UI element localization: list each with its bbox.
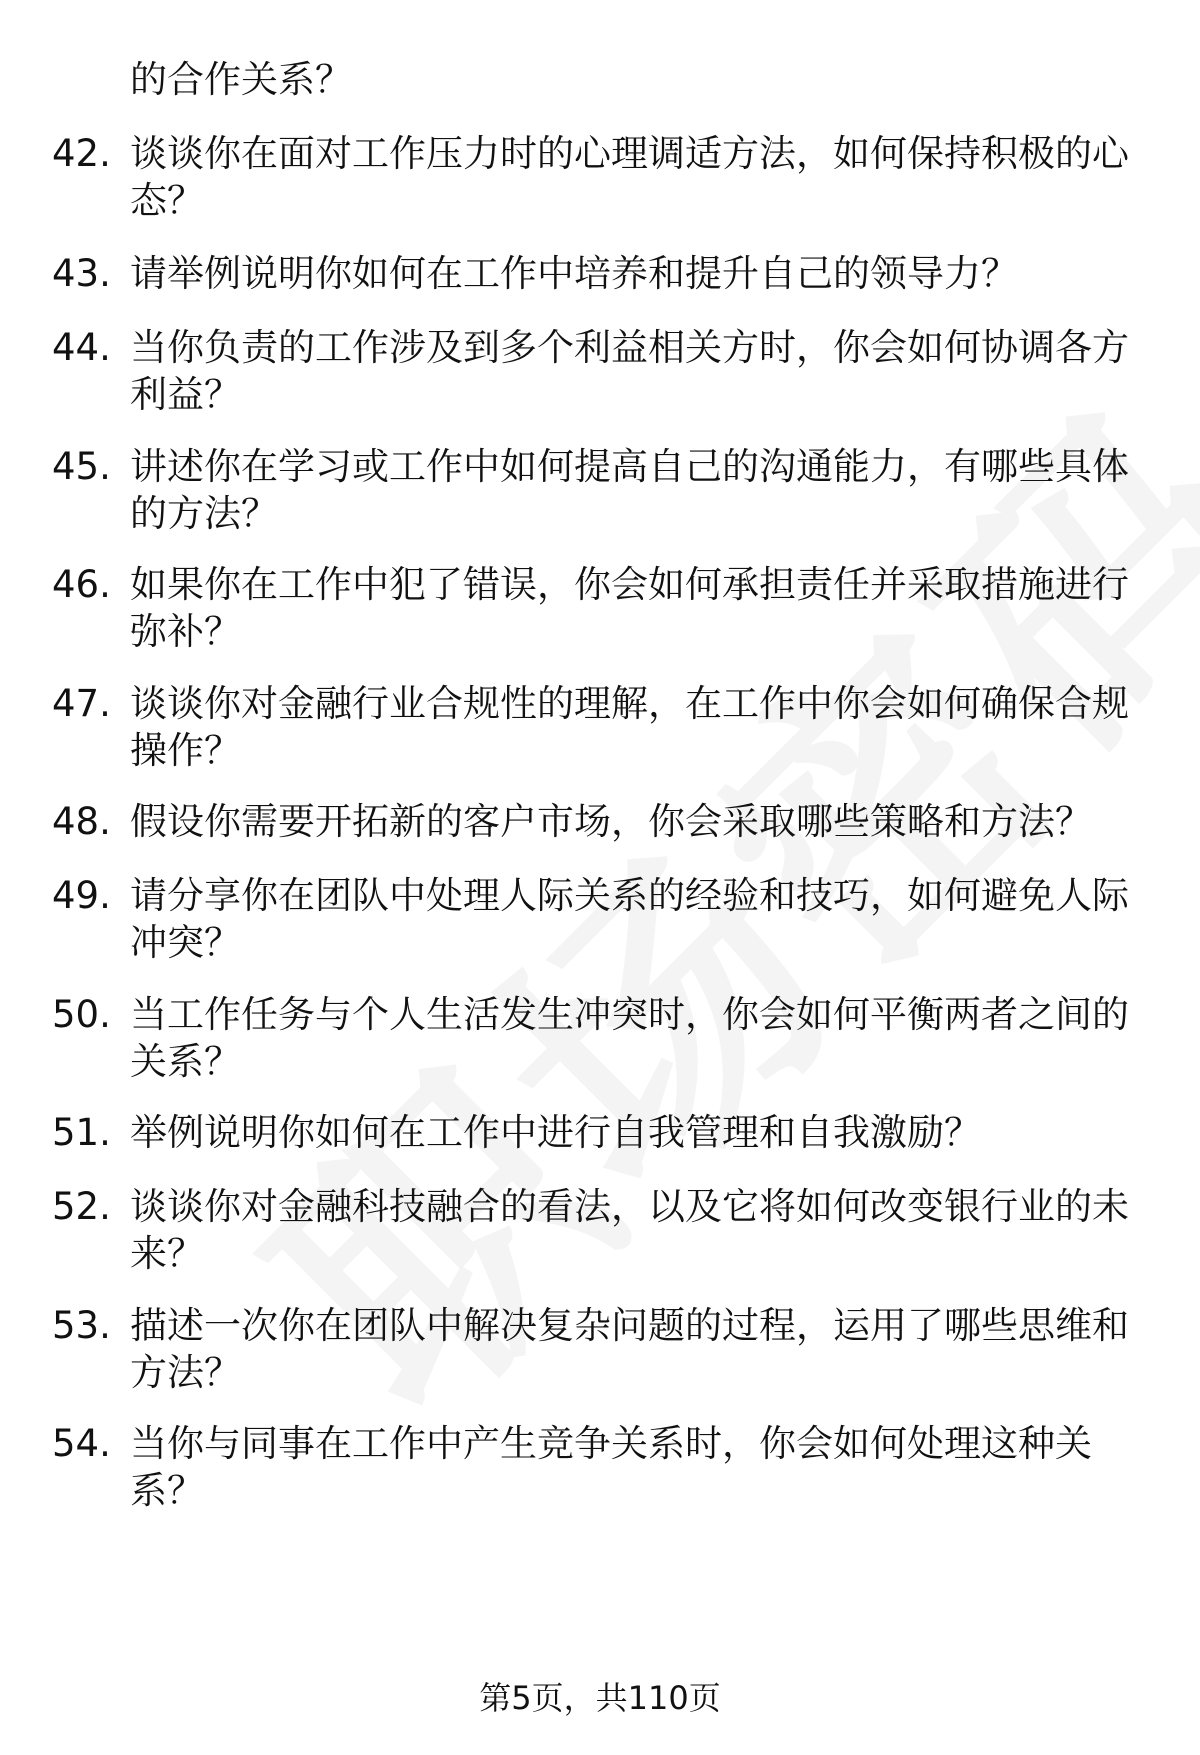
question-number: 52. (52, 1185, 111, 1228)
question-text: 谈谈你在面对工作压力时的心理调适方法，如何保持积极的心态？ (130, 132, 1129, 222)
question-text: 讲述你在学习或工作中如何提高自己的沟通能力，有哪些具体的方法？ (130, 445, 1129, 535)
question-text: 如果你在工作中犯了错误，你会如何承担责任并采取措施进行弥补？ (130, 563, 1129, 653)
question-number: 50. (52, 993, 111, 1036)
question-number: 49. (52, 874, 111, 917)
question-number: 48. (52, 800, 111, 843)
question-text: 当你负责的工作涉及到多个利益相关方时，你会如何协调各方利益？ (130, 326, 1129, 416)
question-text: 假设你需要开拓新的客户市场，你会采取哪些策略和方法？ (130, 800, 1092, 843)
question-text: 请分享你在团队中处理人际关系的经验和技巧，如何避免人际冲突？ (130, 874, 1129, 964)
question-number: 54. (52, 1422, 111, 1465)
question-number: 47. (52, 682, 111, 725)
question-number: 45. (52, 445, 111, 488)
question-text: 描述一次你在团队中解决复杂问题的过程，运用了哪些思维和方法？ (130, 1304, 1129, 1394)
question-text: 谈谈你对金融科技融合的看法，以及它将如何改变银行业的未来？ (130, 1185, 1129, 1275)
question-number: 44. (52, 326, 111, 369)
question-number: 42. (52, 132, 111, 175)
question-text: 的合作关系？ (130, 58, 352, 101)
page-footer: 第5页，共110页 (479, 1679, 721, 1717)
question-text: 请举例说明你如何在工作中培养和提升自己的领导力？ (130, 252, 1018, 295)
question-text: 谈谈你对金融行业合规性的理解，在工作中你会如何确保合规操作？ (130, 682, 1129, 772)
question-number: 43. (52, 252, 111, 295)
question-number: 53. (52, 1304, 111, 1347)
question-text: 举例说明你如何在工作中进行自我管理和自我激励？ (130, 1111, 981, 1154)
question-text: 当你与同事在工作中产生竞争关系时，你会如何处理这种关系？ (130, 1422, 1092, 1512)
question-text: 当工作任务与个人生活发生冲突时，你会如何平衡两者之间的关系？ (130, 993, 1129, 1083)
question-number: 46. (52, 563, 111, 606)
question-number: 51. (52, 1111, 111, 1154)
